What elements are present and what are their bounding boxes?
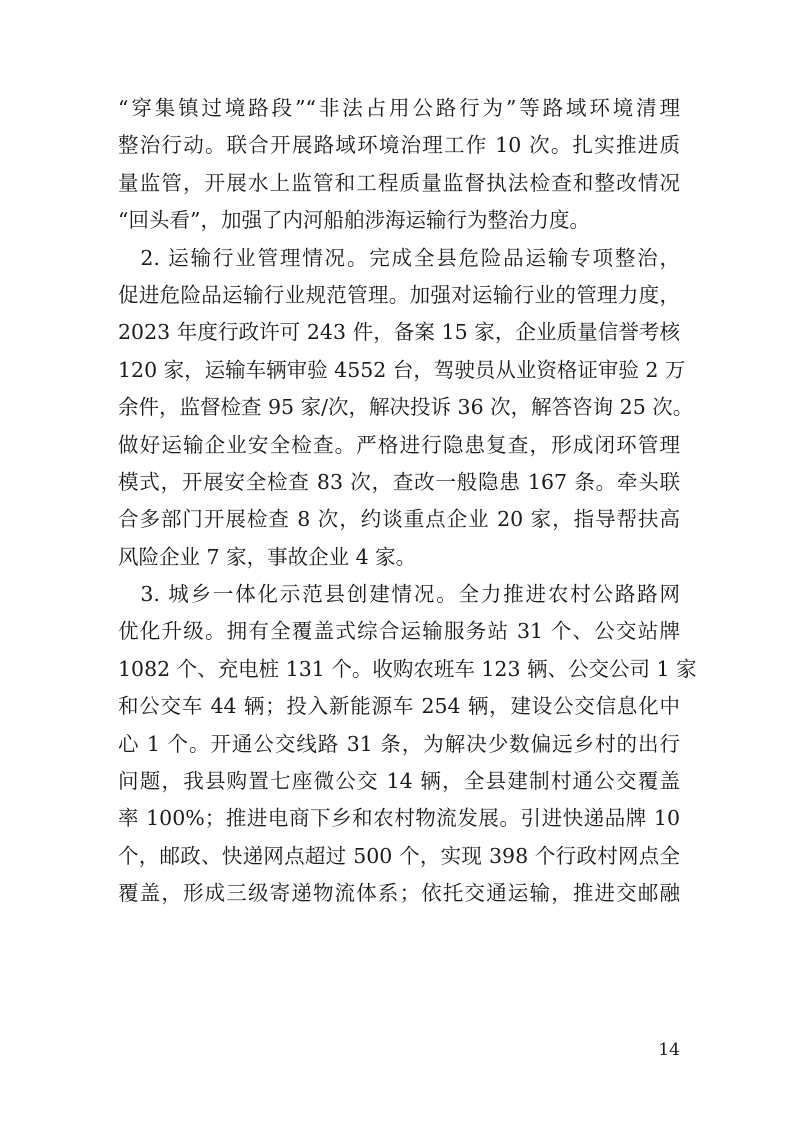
- text-line: 率 100%；推进电商下乡和农村物流发展。引进快递品牌 10: [118, 806, 680, 831]
- text-line: 2023 年度行政许可 243 件，备案 15 家，企业质量信誉考核: [118, 320, 680, 345]
- text-line: 3. 城乡一体化示范县创建情况。全力推进农村公路路网: [118, 582, 680, 607]
- body-text: [118, 90, 697, 913]
- text-line: “穿集镇过境路段”“非法占用公路行为”等路域环境清理: [118, 96, 680, 120]
- text-line: 整治行动。联合开展路域环境治理工作 10 次。扎实推进质: [118, 133, 680, 158]
- text-line: 1082 个、充电桩 131 个。收购农班车 123 辆、公交公司 1 家: [118, 656, 697, 681]
- text-line: 量监管，开展水上监管和工程质量监督执法检查和整改情况: [118, 170, 680, 195]
- text-line: 心 1 个。开通公交线路 31 条，为解决少数偏远乡村的出行: [118, 731, 680, 756]
- text-line: 做好运输企业安全检查。严格进行隐患复查，形成闭环管理: [118, 432, 680, 457]
- text-line: 风险企业 7 家，事故企业 4 家。: [118, 544, 417, 569]
- page-number: 14: [658, 1040, 680, 1060]
- text-line: 优化升级。拥有全覆盖式综合运输服务站 31 个、公交站牌: [118, 619, 680, 644]
- text-line: 个，邮政、快递网点超过 500 个，实现 398 个行政村网点全: [118, 843, 680, 868]
- text-line: 覆盖，形成三级寄递物流体系；依托交通运输，推进交邮融: [118, 881, 680, 906]
- text-line: 和公交车 44 辆；投入新能源车 254 辆，建设公交信息化中: [118, 694, 680, 719]
- text-line: 120 家，运输车辆审验 4552 台，驾驶员从业资格证审验 2 万: [118, 357, 686, 382]
- text-line: 模式，开展安全检查 83 次，查改一般隐患 167 条。牵头联: [118, 469, 680, 494]
- text-line: 促进危险品运输行业规范管理。加强对运输行业的管理力度，: [118, 282, 680, 307]
- text-line: 2. 运输行业管理情况。完成全县危险品运输专项整治，: [118, 245, 680, 270]
- text-line: 问题，我县购置七座微公交 14 辆，全县建制村通公交覆盖: [118, 769, 680, 794]
- text-line: 合多部门开展检查 8 次，约谈重点企业 20 家，指导帮扶高: [118, 507, 680, 532]
- text-line: “回头看”，加强了内河船舶涉海运输行为整治力度。: [118, 208, 590, 233]
- text-line: 余件，监督检查 95 家/次，解决投诉 36 次，解答咨询 25 次。: [118, 395, 694, 420]
